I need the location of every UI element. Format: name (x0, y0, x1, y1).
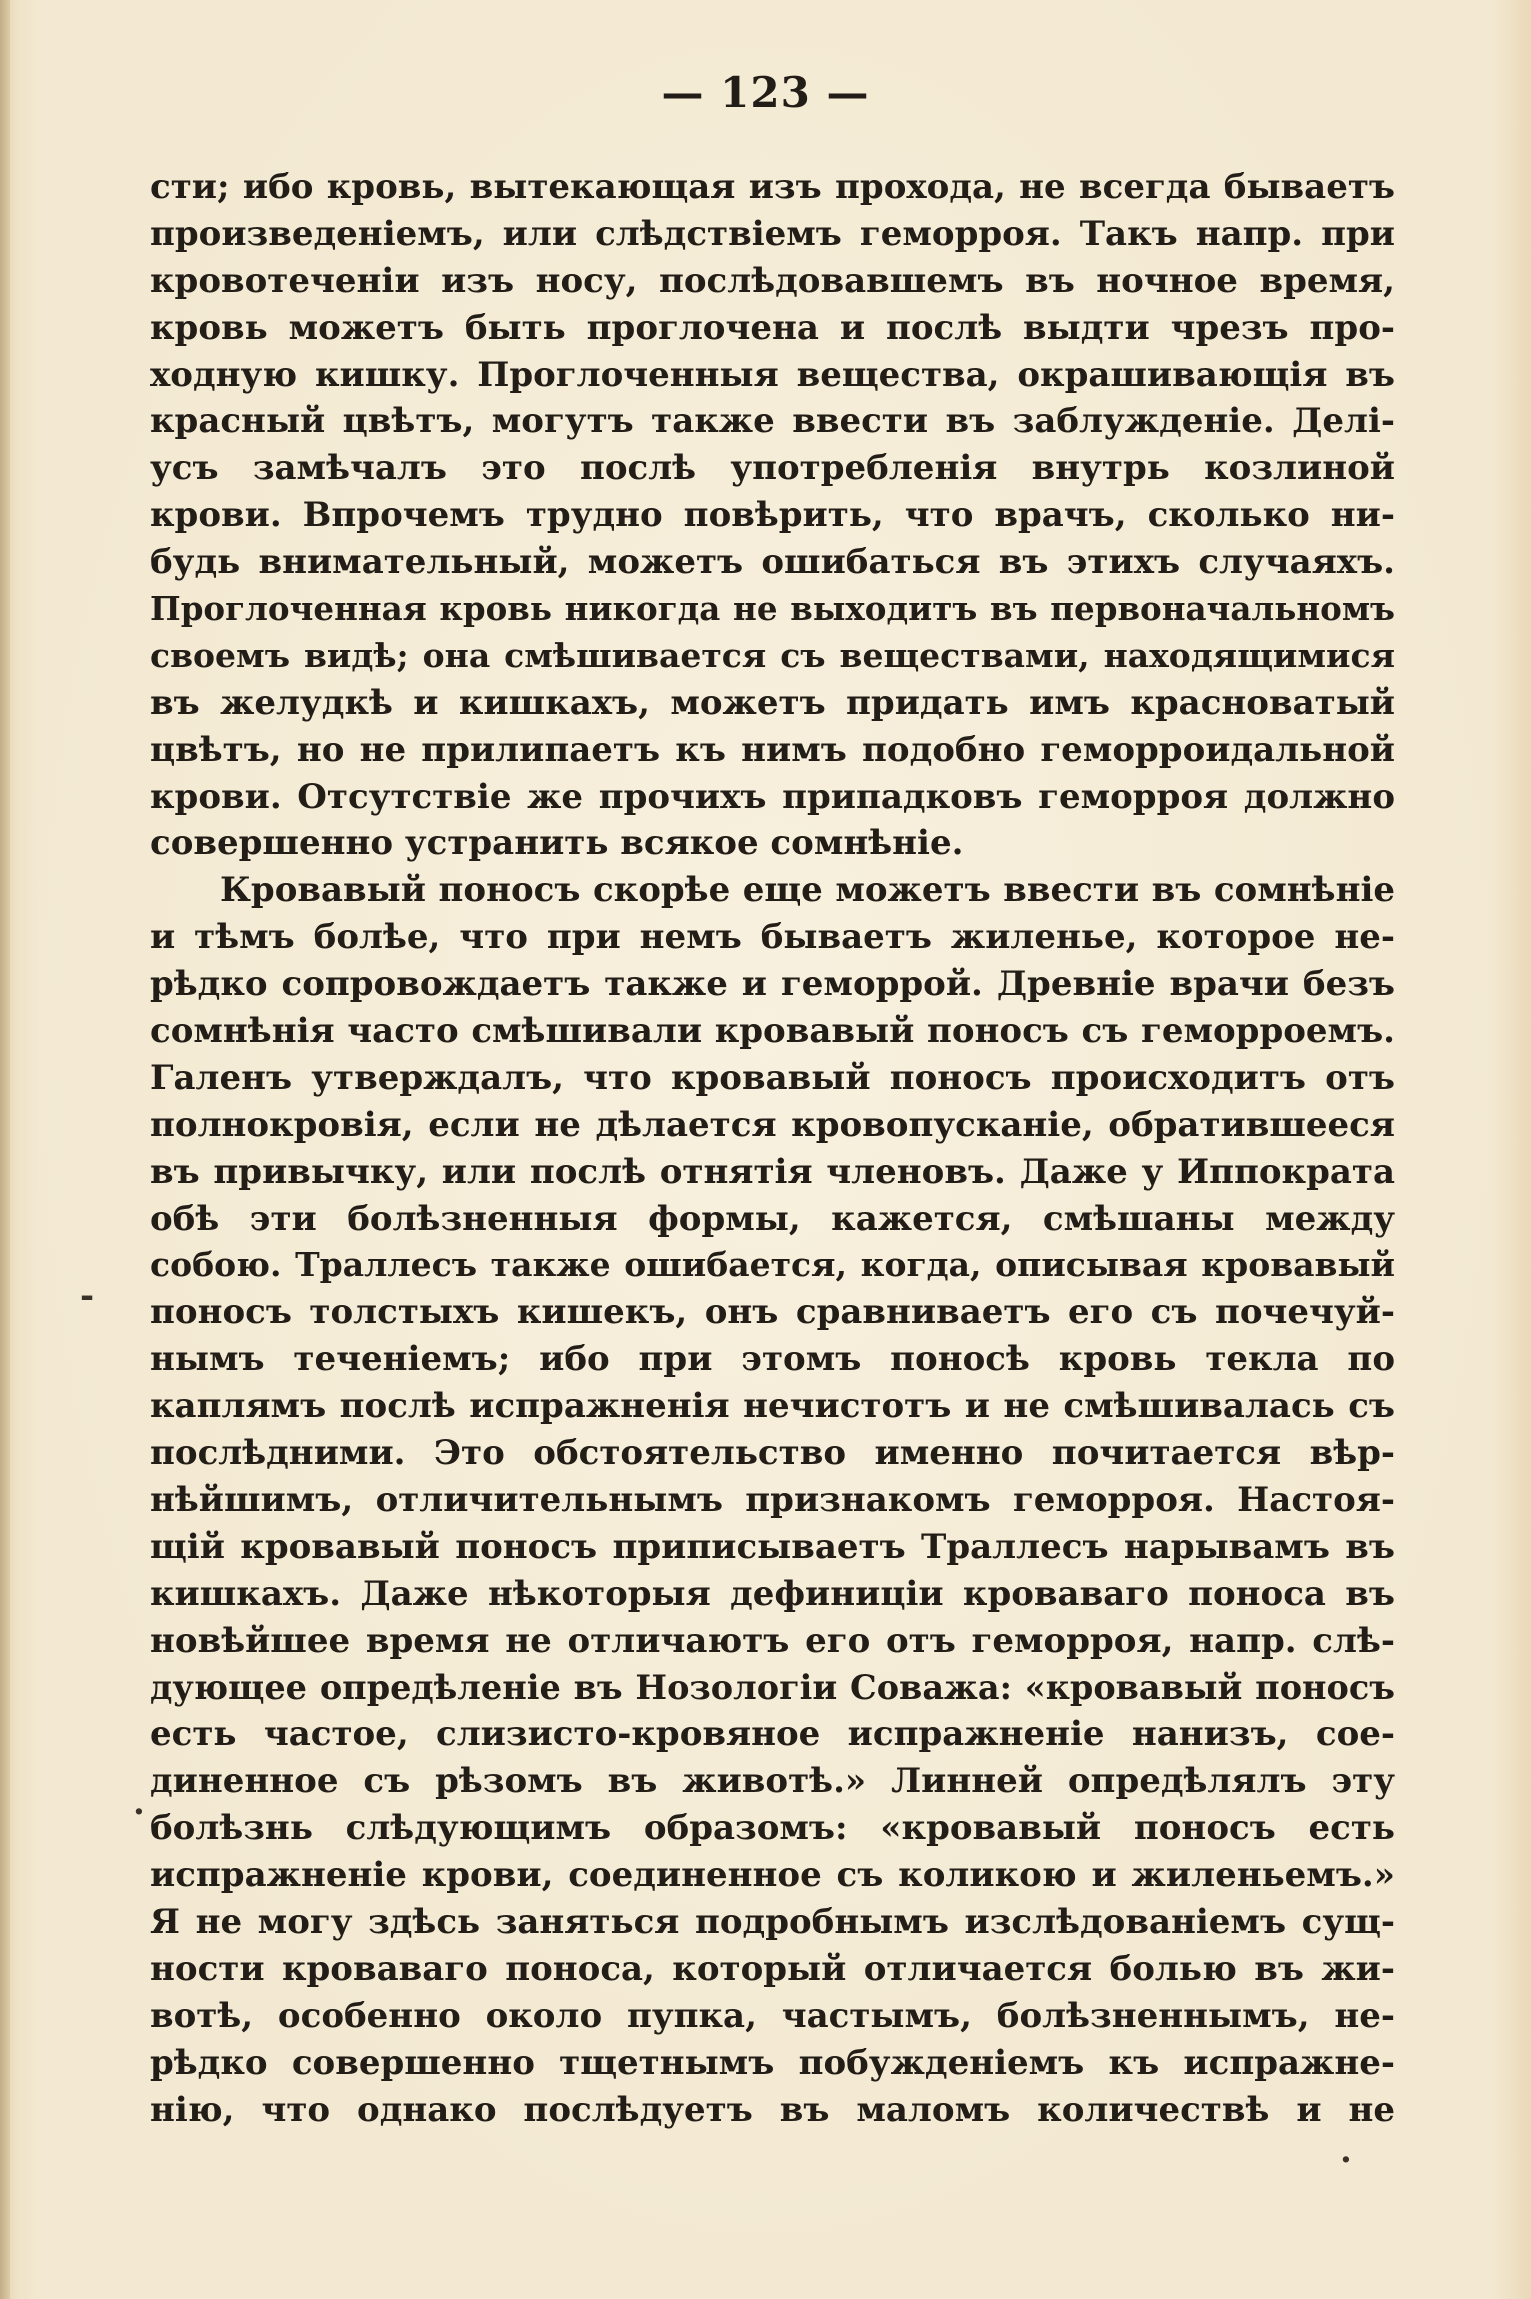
text-line: своемъ видѣ; она смѣшивается съ веществами, находящимися (150, 635, 1395, 675)
page-number: — 123 — (661, 68, 870, 117)
text-line: кровь можетъ быть проглочена и послѣ выдти чрезъ про- (150, 307, 1395, 348)
text-line: усъ замѣчалъ это послѣ употребленія внутрь козлиной (150, 448, 1395, 489)
text-line: Галенъ утверждалъ, что кровавый поносъ происходитъ отъ (150, 1057, 1395, 1098)
text-line: Проглоченная кровь никогда не выходитъ въ первоначальномъ (150, 589, 1395, 629)
text-line: сти; ибо кровь, вытекающая изъ прохода, не всегда бываетъ (150, 167, 1395, 207)
text-line: ности кроваваго поноса, который отличается болью въ жи- (150, 1948, 1395, 1989)
text-line: сомнѣнія часто смѣшивали кровавый поносъ съ геморроемъ. (150, 1011, 1395, 1052)
text-line: кишкахъ. Даже нѣкоторыя дефиниціи кроваваго поноса въ (150, 1573, 1395, 1614)
text-line: испражненіе крови, соединенное съ коликою и жиленьемъ.» (150, 1855, 1395, 1896)
text-line: нію, что однако послѣдуетъ въ маломъ количествѣ и не (150, 2089, 1395, 2130)
paragraph-start-line: Кровавый поносъ скорѣе еще можетъ ввести въ сомнѣніе (220, 870, 1395, 911)
text-line: будь внимательный, можетъ ошибаться въ этихъ случаяхъ. (150, 542, 1395, 583)
text-line: нымъ теченіемъ; ибо при этомъ поносѣ кровь текла по (150, 1339, 1395, 1380)
text-line: крови. Впрочемъ трудно повѣрить, что врачъ, сколько ни- (150, 495, 1395, 536)
text-line: въ желудкѣ и кишкахъ, можетъ придать имъ красноватый (150, 682, 1395, 723)
text-line: поносъ толстыхъ кишекъ, онъ сравниваетъ его съ почечуй- (150, 1292, 1395, 1333)
text-line: вотѣ, особенно около пупка, частымъ, болѣзненнымъ, не- (150, 1995, 1395, 2036)
margin-mark-dot-lower: · (1340, 2140, 1352, 2180)
text-line: нѣйшимъ, отличительнымъ признакомъ геморроя. Настоя- (150, 1479, 1395, 1520)
text-line: рѣдко совершенно тщетнымъ побужденіемъ къ испражне- (150, 2042, 1395, 2083)
text-line: крови. Отсутствіе же прочихъ припадковъ геморроя должно (150, 776, 1395, 817)
text-line: полнокровія, если не дѣлается кровопусканіе, обратившееся (150, 1104, 1395, 1145)
text-line: и тѣмъ болѣе, что при немъ бываетъ жиленье, которое не- (150, 917, 1395, 958)
text-line: обѣ эти болѣзненныя формы, кажется, смѣшаны между (150, 1198, 1395, 1239)
text-line: рѣдко сопровождаетъ также и геморрой. Древніе врачи безъ (150, 964, 1395, 1005)
text-line: Я не могу здѣсь заняться подробнымъ изслѣдованіемъ сущ- (150, 1901, 1395, 1942)
text-line: диненное съ рѣзомъ въ животѣ.» Линней опредѣлялъ эту (150, 1761, 1395, 1802)
text-line: произведеніемъ, или слѣдствіемъ геморроя. Такъ напр. при (150, 213, 1395, 254)
text-line: щій кровавый поносъ приписываетъ Траллесъ нарывамъ въ (150, 1526, 1395, 1567)
margin-mark-dash: - (80, 1276, 95, 1316)
text-line: болѣзнь слѣдующимъ образомъ: «кровавый поносъ есть (150, 1808, 1395, 1849)
text-line: есть частое, слизисто-кровяное испражненіе нанизъ, сое- (150, 1714, 1395, 1755)
page-spine-shadow (0, 0, 10, 2299)
text-line: дующее опредѣленіе въ Нозологіи Соважа: «кровавый поносъ (150, 1667, 1395, 1707)
text-line: въ привычку, или послѣ отнятія членовъ. Даже у Иппократа (150, 1151, 1395, 1192)
text-line: каплямъ послѣ испражненія нечистотъ и не смѣшивалась съ (150, 1386, 1395, 1427)
text-line: цвѣтъ, но не прилипаетъ къ нимъ подобно геморроидальной (150, 729, 1395, 770)
text-line: новѣйшее время не отличаютъ его отъ геморроя, напр. слѣ- (150, 1620, 1395, 1661)
text-line: послѣдними. Это обстоятельство именно почитается вѣр- (150, 1433, 1395, 1474)
margin-mark-dot: · (133, 1792, 145, 1832)
text-line: собою. Траллесъ также ошибается, когда, описывая кровавый (150, 1245, 1395, 1285)
text-line: ходную кишку. Проглоченныя вещества, окрашивающія въ (150, 354, 1395, 395)
body-text (150, 164, 1395, 2133)
text-line: кровотеченіи изъ носу, послѣдовавшемъ въ ночное время, (150, 260, 1395, 301)
text-line: красный цвѣтъ, могутъ также ввести въ заблужденіе. Делі- (150, 401, 1395, 442)
paragraph-end-line: совершенно устранить всякое сомнѣніе. (150, 823, 964, 864)
